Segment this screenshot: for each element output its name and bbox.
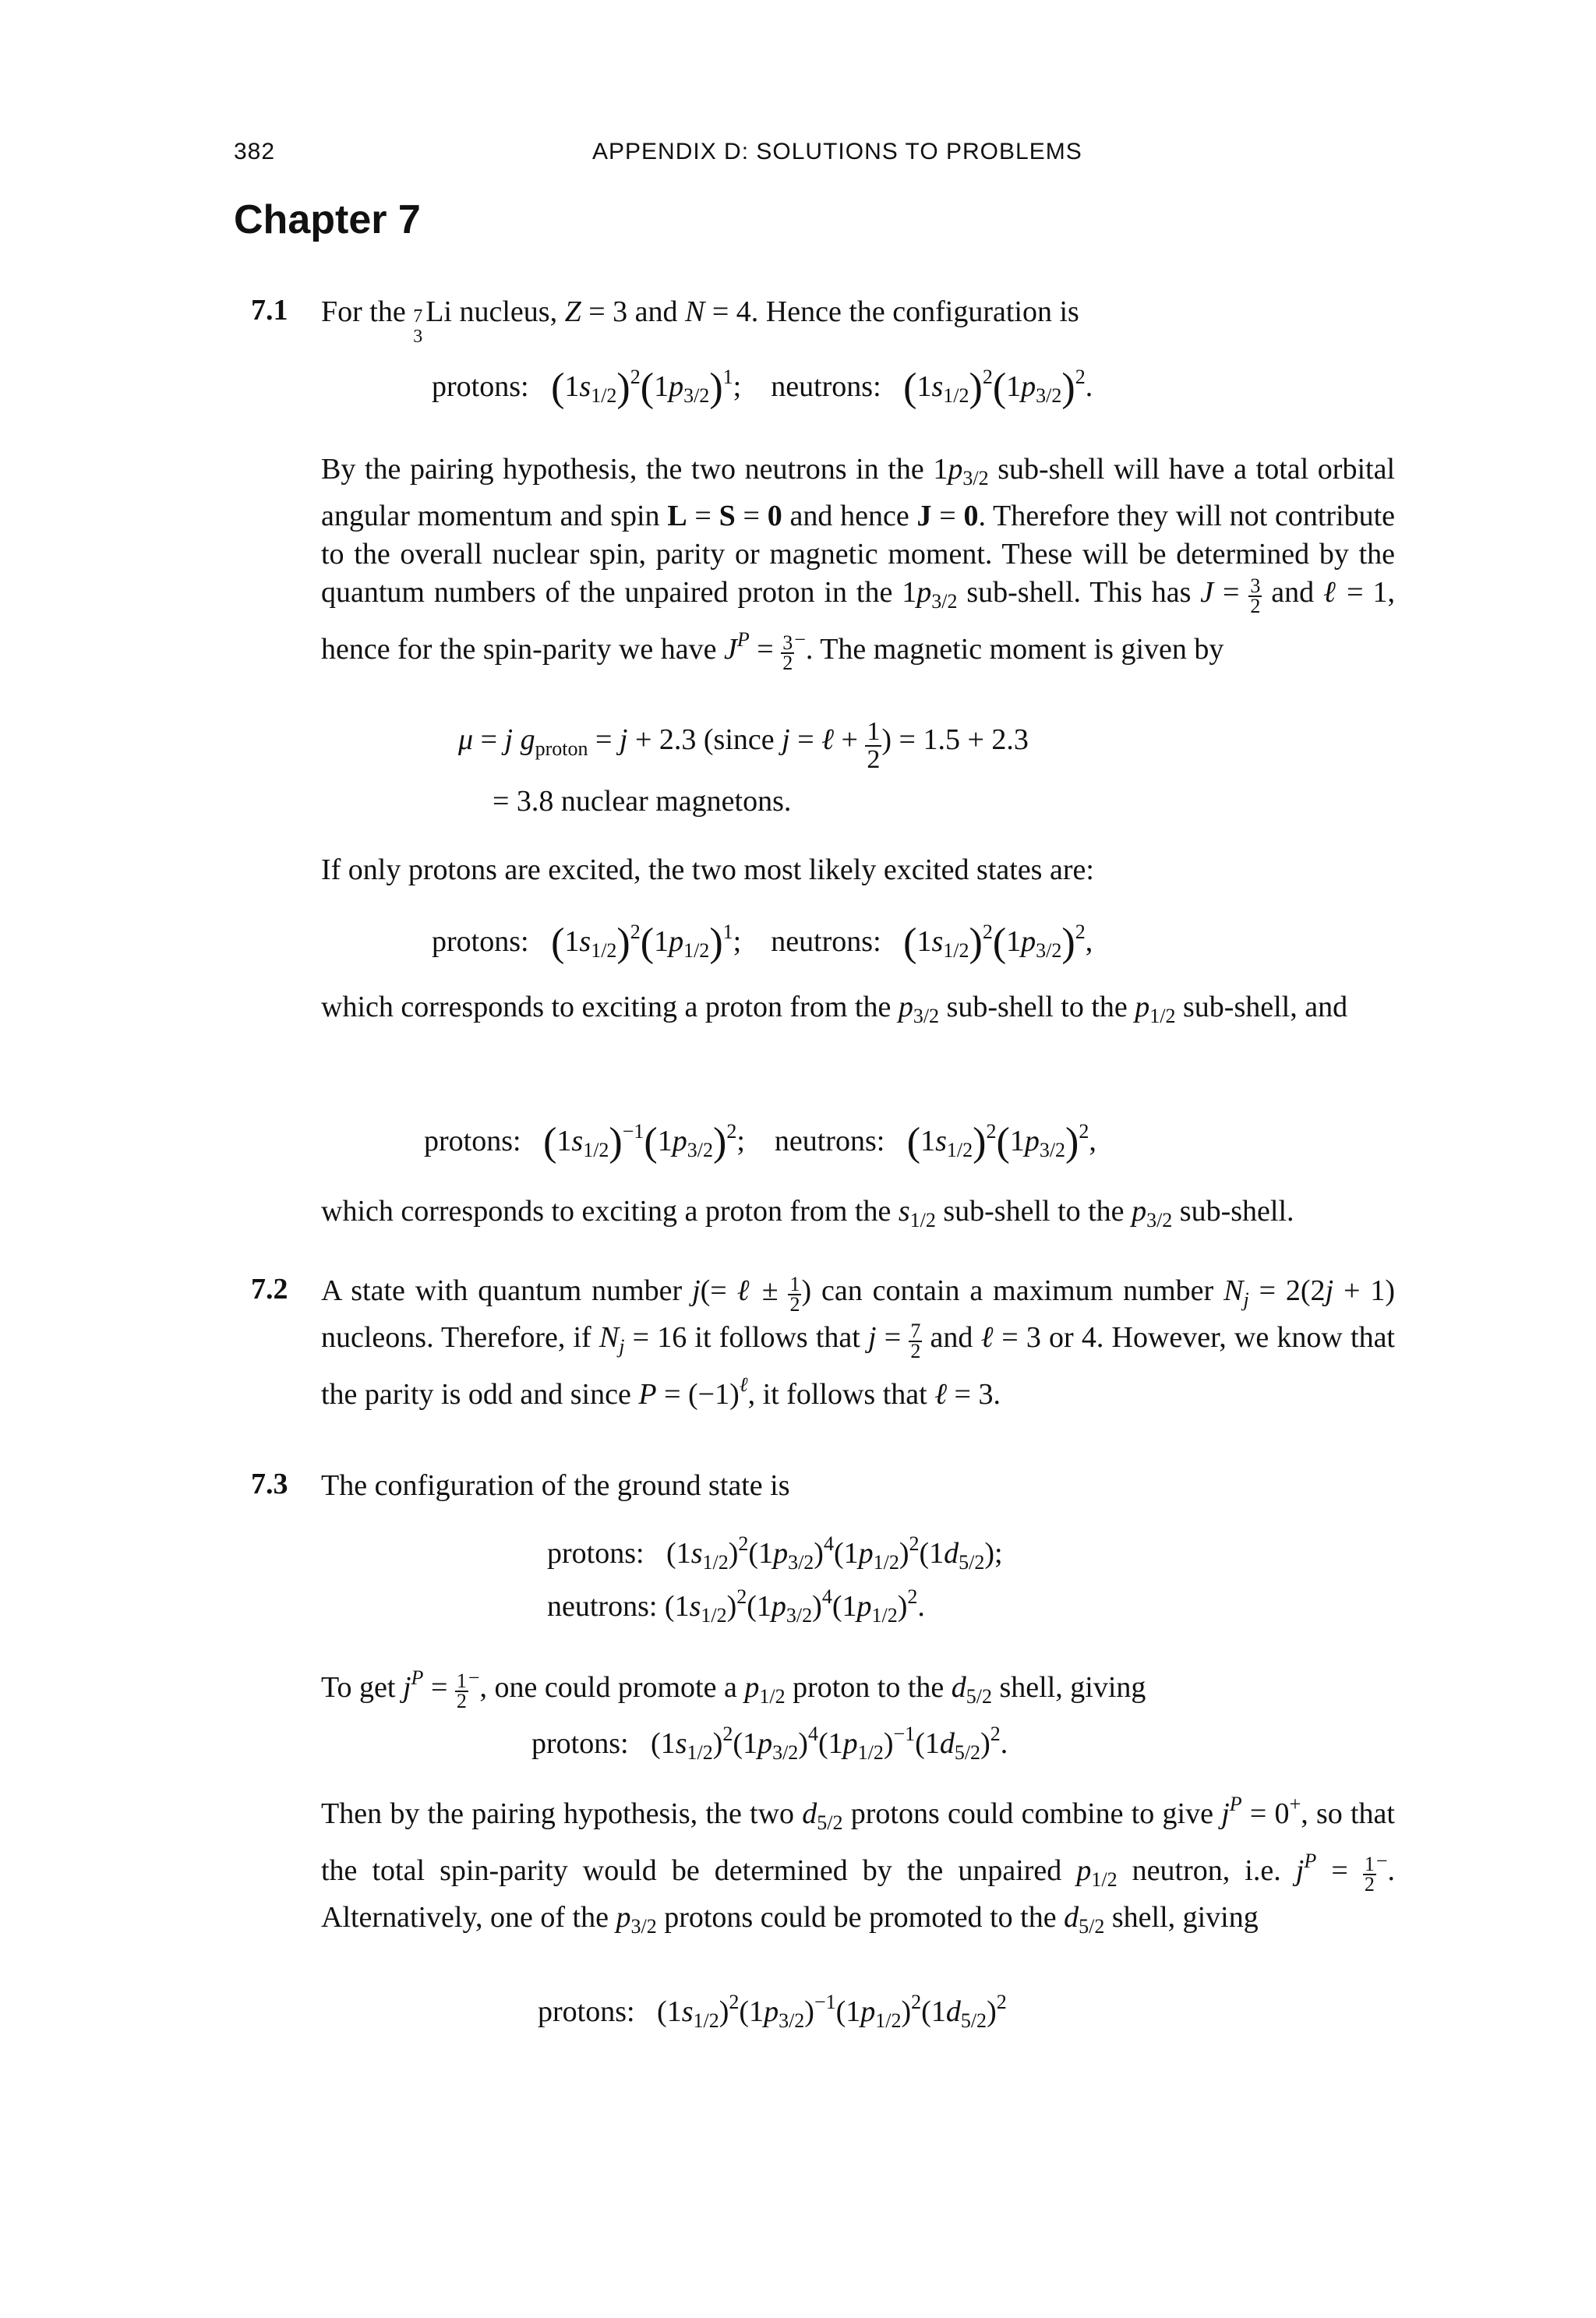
excited-configuration-1: protons: $(1s_{1/2})^2(1p_{1/2})^1$; neutrons: $(1s_{1/2})^2(1p_{3/2})^2$, xyxy=(432,920,1093,965)
ground-state-configuration: protons: $(1s_{1/2})^2(1p_{3/2})^1$; neutrons: $(1s_{1/2})^2(1p_{3/2})^2$. xyxy=(432,366,1093,410)
problem-7-3-intro: The configuration of the ground state is xyxy=(321,1469,790,1502)
problem-number-7-2: 7.2 xyxy=(251,1273,288,1306)
magnetic-moment-equation: μ = j $g_{proton} = j + 2.3$ (since j = ℓ + $\frac{1}{2}$ ) = 1.5 + 2.3 xyxy=(458,717,1029,774)
problem-7-1-excited-intro: If only protons are excited, the two most likely excited states are: xyxy=(321,853,1094,886)
problem-7-1-pairing-paragraph: By the pairing hypothesis, the two neutrons in the $1p_{3/2}$ sub-shell will have a total orbital angular momentum and spin L = S = 0 and hence J = 0. Therefore they will not contribute to the overall nuclear spin, parity or magnetic moment. These will be determined by the quantum numbers of the unpaired proton in the $1p_{3/2}$ sub-shell. This has J = $\frac{3}{2}$ and ℓ = 1, hence for the spin-parity we have $J^P$ = $\frac{3}{2}$ −. The magnetic moment is given by xyxy=(321,453,1396,674)
running-title: APPENDIX D: SOLUTIONS TO PROBLEMS xyxy=(592,139,1082,164)
ground-state-neutrons: neutrons: $(1s_{1/2})^2(1p_{3/2})^4(1p_{1/2})^2$. xyxy=(547,1585,925,1627)
problem-7-1-excitation-note-2: which corresponds to exciting a proton from the $s_{1/2}$ sub-shell to the $p_{3/2}$ sub-shell. xyxy=(321,1195,1294,1231)
problem-7-2-text: A state with quantum number j(= ℓ ± $\frac{1}{2}$ ) can contain a maximum number $N_j = 2(2j + 1)$ nucleons. Therefore, if $N_j = 16$ it follows that j = $\frac{7}{2}$ and ℓ = 3 or 4. However, we know that the parity is odd and since $P = (-1)^\ell$, it follows that ℓ = 3. xyxy=(321,1273,1395,1411)
problem-7-3-promotion-1: To get $j^P$ = $\frac{1}{2}$ −, one could promote a $p_{1/2}$ proton to the $d_{5/2}$ shell, giving xyxy=(321,1666,1146,1712)
promoted-configuration-1: protons: $(1s_{1/2})^2(1p_{3/2})^4(1p_{1/2})^{-1}(1d_{5/2})^2$. xyxy=(531,1723,1008,1764)
excited-configuration-2: protons: $(1s_{1/2})^{-1}(1p_{3/2})^2$; neutrons: $(1s_{1/2})^2(1p_{3/2})^2$, xyxy=(424,1120,1096,1164)
promoted-configuration-2: protons: $(1s_{1/2})^2(1p_{3/2})^{-1}(1p_{1/2})^2(1d_{5/2})^2$ xyxy=(538,1991,1007,2032)
problem-7-1-excitation-note-1: which corresponds to exciting a proton from the $p_{3/2}$ sub-shell to the $p_{1/2}$ sub-shell, and xyxy=(321,991,1348,1027)
problem-7-3-pairing-paragraph: Then by the pairing hypothesis, the two $d_{5/2}$ protons could combine to give $j^P = 0^+$, so that the total spin-parity would be determined by the unpaired $p_{1/2}$ neutron, i.e. $j^P$ = $\frac{1}{2}$ −. Alternatively, one of the $p_{3/2}$ protons could be promoted to the $d_{5/2}$ shell, giving xyxy=(321,1793,1395,1938)
problem-7-1-intro: For the 7 3 Li nucleus, Z = 3 and N = 4. Hence the configuration is xyxy=(321,295,1079,347)
problem-number-7-3: 7.3 xyxy=(251,1468,288,1500)
chapter-title: Chapter 7 xyxy=(234,197,421,242)
ground-state-protons: protons: $(1s_{1/2})^2(1p_{3/2})^4(1p_{1/2})^2(1d_{5/2})$; xyxy=(547,1532,1003,1574)
page-number: 382 xyxy=(234,139,276,164)
problem-number-7-1: 7.1 xyxy=(251,294,288,327)
magnetic-moment-result: = 3.8 nuclear magnetons. xyxy=(493,785,792,818)
